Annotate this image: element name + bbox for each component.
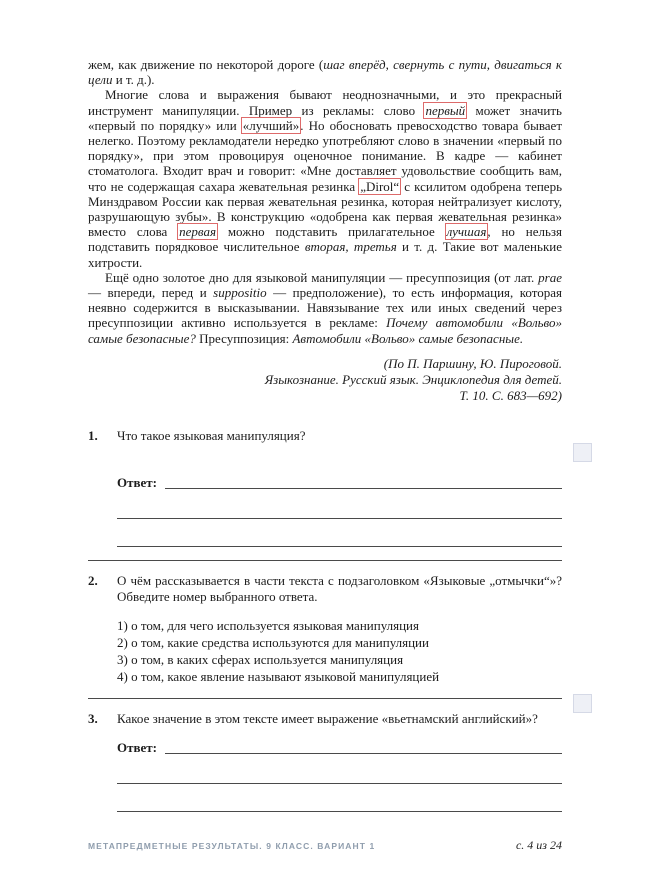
- option-1: 1) о том, для чего используется языковая манипуляция: [117, 617, 419, 633]
- question-number: 3.: [88, 710, 98, 726]
- answer-label: Ответ:: [117, 474, 158, 490]
- answer-line: [117, 491, 562, 519]
- text-run: и т. д.).: [112, 72, 155, 88]
- answer-line: [117, 756, 562, 784]
- answer-row: [117, 474, 562, 491]
- text-run: можно подставить прилагательное: [217, 224, 446, 240]
- footer-series-title: МЕТАПРЕДМЕТНЫЕ РЕЗУЛЬТАТЫ. 9 КЛАСС. ВАРИАНТ 1: [88, 841, 376, 851]
- italic-term: Автомобили «Вольво» самые безопасные.: [292, 330, 524, 346]
- attribution-line: (По П. Паршину, Ю. Пироговой.: [383, 355, 562, 371]
- text-run: Многие слова и выражения бывают неоднозначными, и это прекрасный инструмент манипуляции. Пример из рекламы: слово: [88, 87, 562, 118]
- answer-line: [165, 474, 562, 489]
- text-run: может значить «первый по порядку» или: [88, 102, 562, 133]
- highlighted-term: первый: [425, 102, 466, 118]
- answer-options: [117, 617, 562, 685]
- margin-marker: [573, 443, 592, 462]
- margin-marker: [573, 694, 592, 713]
- italic-term: suppositio: [213, 285, 267, 301]
- answer-line: [165, 739, 562, 754]
- highlighted-term: первая: [179, 224, 217, 240]
- highlighted-term: «лучший»: [242, 117, 300, 133]
- section-divider: [88, 698, 562, 699]
- question-3: [88, 711, 562, 812]
- source-attribution: [88, 356, 562, 404]
- text-run: с ксилитом одобрена теперь Минздравом России как первая жевательная резинка, которая нейтрализует кислоту, разрушающую зубы». В конструкцию «одобрена как первая жевательная резинка» вместо слова: [88, 178, 562, 240]
- option-2: 2) о том, какие средства используются для манипуляции: [117, 634, 429, 650]
- italic-term: вторая, третья: [304, 239, 397, 255]
- answer-line: [117, 784, 562, 812]
- text-run: . Но обосновать превосходство товара бывает нелегко. Поэтому рекламодатели нередко употребляют слово в значении «первый по порядку», при этом провоцируя оценочное понимание. В кадре — кабинет стоматолога. Входит врач и говорит: «Мне доставляет удовольствие сообщить вам, что не содержащая сахара жевательная резинка: [88, 117, 563, 194]
- question-2: [88, 573, 562, 685]
- text-run: жем, как движение по некоторой дороге (: [88, 57, 324, 72]
- italic-term: шаг вперёд, свернуть с пути, двигаться к цели: [88, 57, 562, 88]
- attribution-line: Т. 10. С. 683—692): [459, 387, 562, 403]
- text-run: , но нельзя подставить порядковое числительное: [88, 224, 562, 255]
- highlighted-term: лучшая: [446, 224, 487, 240]
- question-text: О чём рассказывается в части текста с подзаголовком «Языковые „отмычки“»? Обведите номер выбранного ответа.: [117, 572, 562, 604]
- question-number: 2.: [88, 572, 98, 588]
- questions-section: [88, 428, 562, 812]
- question-body: [117, 573, 562, 685]
- page-footer: [88, 838, 562, 853]
- section-divider: [88, 560, 562, 561]
- answer-label: Ответ:: [117, 739, 158, 755]
- paragraph-1: [88, 57, 562, 87]
- italic-term: Почему автомобили «Вольво» самые безопасные?: [88, 315, 563, 346]
- answer-row: [117, 739, 562, 756]
- text-run: Ещё одно золотое дно для языковой манипуляции — пресуппозиция (от лат.: [105, 269, 539, 285]
- question-number: 1.: [88, 427, 98, 443]
- text-run: и т. д. Такие вот маленькие хитрости.: [88, 239, 562, 270]
- attribution-line: Языкознание. Русский язык. Энциклопедия для детей.: [264, 371, 562, 387]
- page-content: [88, 57, 562, 812]
- highlighted-term: „Dirol“: [360, 178, 400, 194]
- text-run: — предположение), то есть информация, которая неявно содержится в высказывании. Навязывание тех или иных сведений через пресуппозиции активно используется в рекламе:: [88, 285, 562, 331]
- answer-line: [117, 519, 562, 547]
- question-text: Какое значение в этом тексте имеет выражение «вьетнамский английский»?: [117, 710, 538, 726]
- text-run: Пресуппозиция:: [195, 330, 293, 346]
- page-number: с. 4 из 24: [515, 838, 562, 852]
- paragraph-2: [88, 87, 562, 269]
- option-3: 3) о том, в каких сферах используется манипуляция: [117, 651, 404, 667]
- question-text: Что такое языковая манипуляция?: [117, 427, 306, 443]
- paragraph-3: [88, 270, 562, 346]
- option-4: 4) о том, какое явление называют языковой манипуляцией: [117, 668, 440, 684]
- question-body: [117, 428, 562, 547]
- question-1: [88, 428, 562, 547]
- italic-term: prae: [538, 269, 562, 285]
- question-body: [117, 711, 562, 812]
- text-run: — впереди, перед и: [88, 285, 214, 301]
